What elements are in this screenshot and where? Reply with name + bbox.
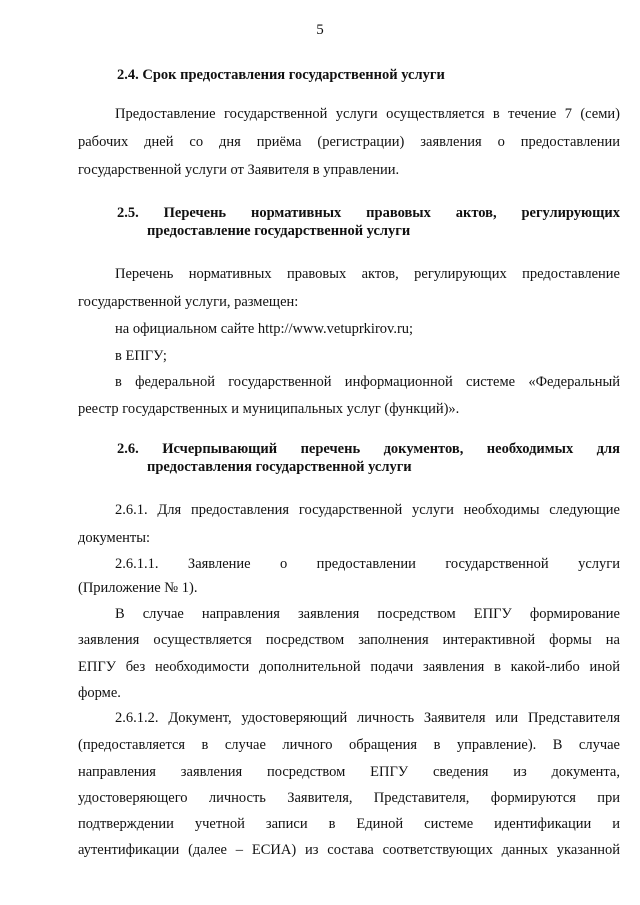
paragraph-line: ЕПГУ без необходимости дополнительной подачи заявления в какой-либо иной: [78, 659, 620, 675]
heading-2-5-line1: 2.5. Перечень нормативных правовых актов, регулирующих: [117, 205, 620, 221]
paragraph-line: государственной услуги от Заявителя в управлении.: [78, 162, 400, 178]
paragraph-line: 2.6.1.1. Заявление о предоставлении государственной услуги: [115, 556, 620, 572]
paragraph-line: рабочих дней со дня приёма (регистрации) заявления о предоставлении: [78, 134, 620, 150]
paragraph-line: 2.6.1. Для предоставления государственной услуги необходимы следующие: [115, 502, 620, 518]
heading-2-6-line2: предоставления государственной услуги: [147, 459, 412, 475]
paragraph-line: аутентификации (далее – ЕСИА) из состава соответствующих данных указанной: [78, 842, 620, 858]
paragraph-line: (Приложение № 1).: [78, 580, 198, 596]
paragraph-line: подтверждении учетной записи в Единой системе идентификации и: [78, 816, 620, 832]
paragraph-line: удостоверяющего личность Заявителя, Представителя, формируются при: [78, 790, 620, 806]
heading-2-5-line2: предоставление государственной услуги: [147, 223, 411, 239]
paragraph-line: форме.: [78, 685, 121, 701]
paragraph-line: реестр государственных и муниципальных услуг (функций)».: [78, 401, 460, 417]
page-number: 5: [316, 22, 324, 38]
paragraph-line: Перечень нормативных правовых актов, регулирующих предоставление: [115, 266, 620, 282]
paragraph-line: (предоставляется в случае личного обращения в управление). В случае: [78, 737, 620, 753]
paragraph-line: государственной услуги, размещен:: [78, 294, 299, 310]
paragraph-line: 2.6.1.2. Документ, удостоверяющий личность Заявителя или Представителя: [115, 710, 620, 726]
paragraph-line: заявления осуществляется посредством заполнения интерактивной формы на: [78, 632, 620, 648]
paragraph-line: в ЕПГУ;: [115, 348, 167, 364]
paragraph-line: направления заявления посредством ЕПГУ сведения из документа,: [78, 764, 620, 780]
heading-2-4: 2.4. Срок предоставления государственной услуги: [117, 67, 445, 83]
paragraph-line: документы:: [78, 530, 151, 546]
paragraph-line: в федеральной государственной информационной системе «Федеральный: [115, 374, 620, 390]
paragraph-line: на официальном сайте http://www.vetuprkirov.ru;: [115, 321, 414, 337]
heading-2-6-line1: 2.6. Исчерпывающий перечень документов, необходимых для: [117, 441, 620, 457]
paragraph-line: В случае направления заявления посредством ЕПГУ формирование: [115, 606, 620, 622]
paragraph-line: Предоставление государственной услуги осуществляется в течение 7 (семи): [115, 106, 620, 122]
